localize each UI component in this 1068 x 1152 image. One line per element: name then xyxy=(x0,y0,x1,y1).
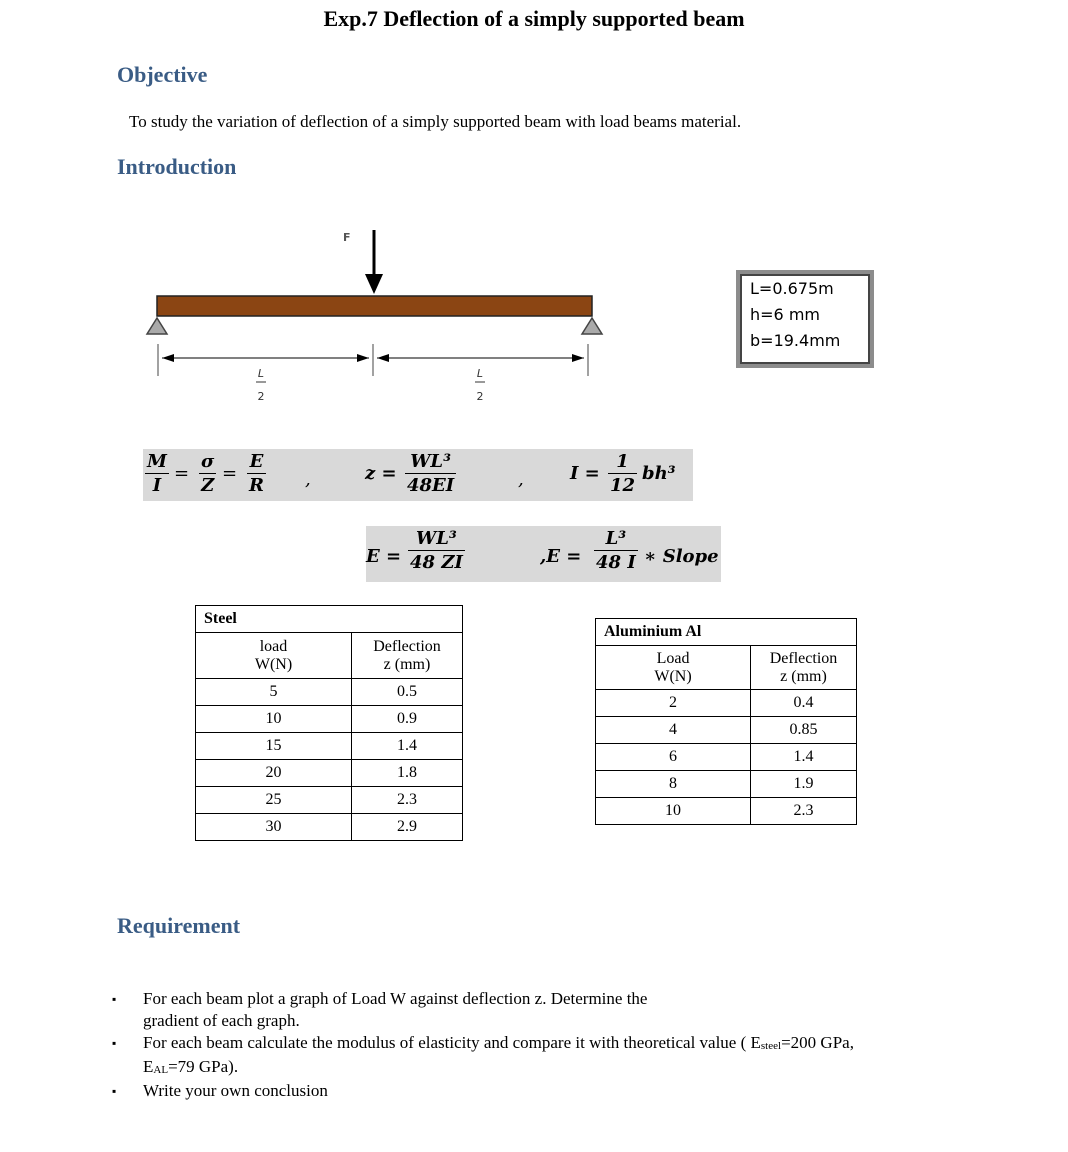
bending-frac-m-i: M I xyxy=(147,451,167,496)
equations-row-2 xyxy=(366,526,721,582)
right-support xyxy=(582,318,602,334)
page-title: Exp.7 Deflection of a simply supported beam xyxy=(323,6,745,31)
steel-col-load: load W(N) xyxy=(196,633,352,679)
aluminium-col-deflection: Deflection z (mm) xyxy=(751,646,857,690)
steel-table xyxy=(195,605,463,841)
parameters-box xyxy=(736,270,874,368)
inertia-frac: 1 12 xyxy=(610,451,636,496)
modulus-frac: WL³ 48 ZI xyxy=(410,528,463,573)
bullet-icon: ▪ xyxy=(112,992,117,1006)
deflection-frac: WL³ 48EI xyxy=(407,451,455,496)
bending-frac-sigma-z: σ Z xyxy=(201,451,215,496)
force-arrow-head xyxy=(365,274,383,294)
param-height: h=6 mm xyxy=(750,305,820,324)
aluminium-table-caption: Aluminium Al xyxy=(596,619,857,646)
list-item: ▪ For each beam plot a graph of Load W against deflection z. Determine the gradient of each graph. xyxy=(112,989,648,1030)
modulus-lhs: E = xyxy=(366,546,402,567)
table-row: 5 0.5 xyxy=(196,679,463,706)
requirement-heading: Requirement xyxy=(117,913,241,938)
bullet-icon: ▪ xyxy=(112,1084,117,1098)
table-row: 25 2.3 xyxy=(196,787,463,814)
table-row: 8 1.9 xyxy=(596,771,857,798)
list-item: ▪ For each beam calculate the modulus of elasticity and compare it with theoretical value ( $E_{steel}=200$ GPa, $E_{AL}=79$ GPa). xyxy=(112,1033,854,1076)
table-row: 15 1.4 xyxy=(196,733,463,760)
list-item: ▪ Write your own conclusion xyxy=(112,1081,328,1100)
left-half-den: 2 xyxy=(257,390,265,403)
aluminium-table xyxy=(595,618,857,825)
beam-diagram xyxy=(140,222,610,412)
right-half-num: L xyxy=(476,367,484,380)
right-half-den: 2 xyxy=(476,390,484,403)
deflection-lhs: z = xyxy=(365,463,397,484)
table-row: 4 0.85 xyxy=(596,717,857,744)
beam xyxy=(157,296,592,316)
steel-col-deflection: Deflection z (mm) xyxy=(352,633,463,679)
objective-heading: Objective xyxy=(117,62,208,87)
left-support xyxy=(147,318,167,334)
aluminium-col-load: Load W(N) xyxy=(596,646,751,690)
force-label: F xyxy=(343,231,351,244)
left-half-num: L xyxy=(257,367,265,380)
objective-text: To study the variation of deflection of a simply supported beam with load beams material. xyxy=(129,112,742,131)
inertia-lhs: I = xyxy=(570,463,600,484)
inertia-rhs: bh³ xyxy=(642,463,676,484)
modulus-slope-rhs: ∗ Slope xyxy=(644,546,719,567)
table-row: 30 2.9 xyxy=(196,814,463,841)
modulus-slope-frac: L³ 48 I xyxy=(596,528,636,573)
equations-row-1: M I = σ Z = E R , z = WL³ 48EI , I = 1 12 bh³ xyxy=(147,451,676,496)
bending-frac-e-r: E R xyxy=(249,451,264,496)
table-row: 2 0.4 xyxy=(596,690,857,717)
param-width: b=19.4mm xyxy=(750,331,841,350)
table-row: 20 1.8 xyxy=(196,760,463,787)
table-row: 10 0.9 xyxy=(196,706,463,733)
requirement-list xyxy=(108,988,988,1102)
bullet-icon: ▪ xyxy=(112,1036,117,1050)
steel-table-caption: Steel xyxy=(196,606,463,633)
table-row: 10 2.3 xyxy=(596,798,857,825)
modulus-slope-lhs: ,E = xyxy=(540,546,582,567)
table-row: 6 1.4 xyxy=(596,744,857,771)
introduction-heading: Introduction xyxy=(117,154,237,179)
param-length: L=0.675m xyxy=(750,279,834,298)
